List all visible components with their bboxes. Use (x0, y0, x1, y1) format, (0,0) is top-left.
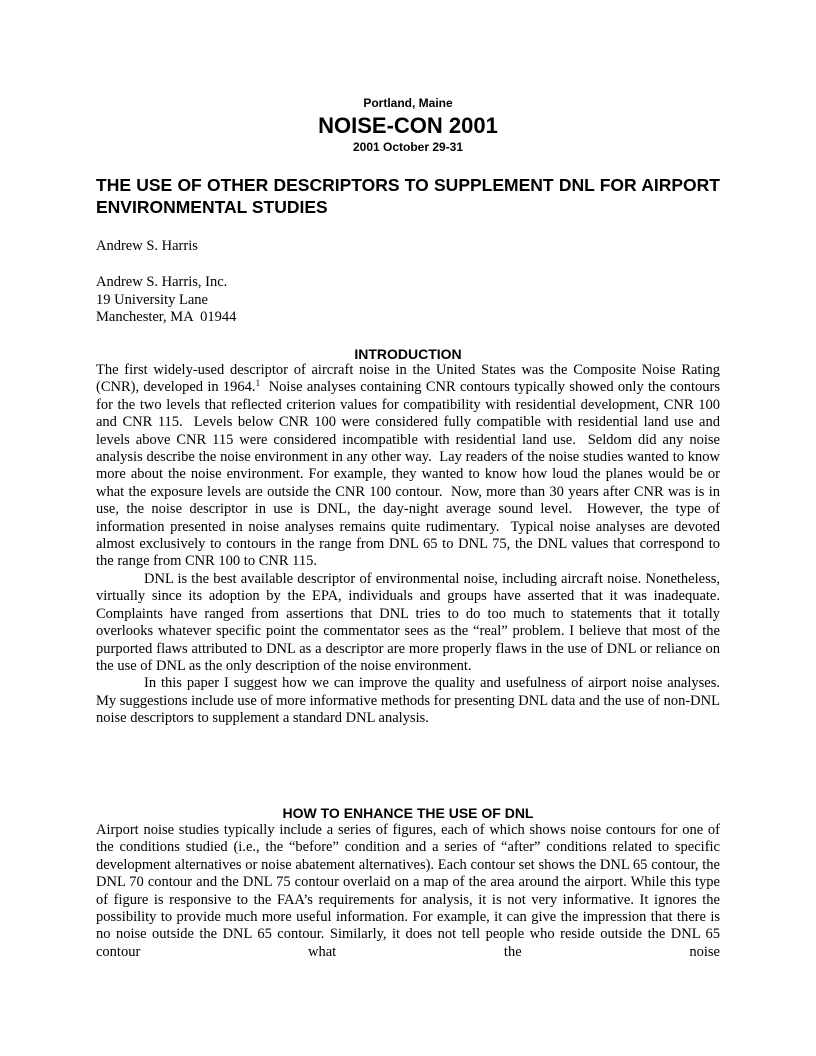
conference-name: NOISE-CON 2001 (318, 113, 498, 138)
affiliation-line: Andrew S. Harris, Inc. (96, 274, 228, 290)
conference-dates: 2001 October 29-31 (352, 140, 464, 154)
paragraph: DNL is the best available descriptor of environmental noise, including aircraft noise. Nonetheless, virtually since its adoption by the EPA, individuals and groups have asserted that it was inadequate. Complaints have ranged from assertions that DNL tries to do too much to statements that it totally overlooks whatever specific point the commentator sees as the “real” problem. I believe that most of the purported flaws attributed to DNL as a descriptor are more properly flaws in the use of DNL or reliance on the use of DNL as the only description of the noise environment. (96, 570, 720, 674)
paragraph: Airport noise studies typically include a series of figures, each of which shows noise contours for one of the conditions studied (i.e., the “before” condition and a series of “after” conditions related to specific development alternatives or noise abatement alternatives). Each contour set shows the DNL 65 contour, the DNL 70 contour and the DNL 75 contour overlaid on a map of the area around the airport. While this type of figure is responsive to the FAA’s requirements for analysis, it is not very informative. It ignores the possibility to provide much more useful information. For example, it can give the impression that there is no noise outside the DNL 65 contour. Similarly, it does not tell people who reside outside the DNL 65 contour what the noise (96, 822, 720, 960)
paragraph: In this paper I suggest how we can improve the quality and usefulness of airport noise analyses. My suggestions include use of more informative methods for presenting DNL data and the use of non-DNL noise descriptors to supplement a standard DNL analysis. (96, 675, 720, 727)
section-heading-introduction: INTRODUCTION (354, 346, 462, 362)
footnote-marker: 1 (255, 378, 261, 389)
paragraph-text: Noise analyses containing CNR contours typically showed only the contours for the two levels that reflected criterion values for compatibility with residential development, CNR 100 and CNR 115. Levels below CNR 100 were considered fully compatible with residential land use and levels above CNR 115 were considered incompatible with residential land use. Seldom did any noise analysis describe the noise environment in any other way. Lay readers of the noise studies wanted to know more about the noise environment. For example, they wanted to know how loud the planes would be or what the exposure levels are outside the CNR 100 contour. Now, more than 30 years after CNR was is in use, the noise descriptor in use is DNL, the day-night average sound level. However, the type of information presented in noise analyses remains quite rudimentary. Typical noise analyses are devoted almost exclusively to contours in the range from DNL 65 to DNL 75, the DNL values that correspond to the range from CNR 100 to CNR 115. (96, 379, 724, 570)
introduction-body (96, 362, 724, 728)
conference-location: Portland, Maine (363, 96, 453, 110)
author-affiliation (96, 274, 236, 327)
author-name: Andrew S. Harris (96, 238, 198, 254)
paper-title: THE USE OF OTHER DESCRIPTORS TO SUPPLEMENT DNL FOR AIRPORT ENVIRONMENTAL STUDIES (96, 175, 720, 217)
paragraph (96, 362, 724, 571)
enhance-body (96, 822, 720, 961)
affiliation-line: 19 University Lane (96, 291, 208, 308)
paragraph-text: The first widely-used descriptor of aircraft noise in the United States was the Composite Noise Rating (CNR), developed in 1964. (96, 362, 720, 396)
section-heading-enhance-dnl: HOW TO ENHANCE THE USE OF DNL (282, 805, 534, 821)
affiliation-line: Manchester, MA 01944 (96, 309, 237, 325)
